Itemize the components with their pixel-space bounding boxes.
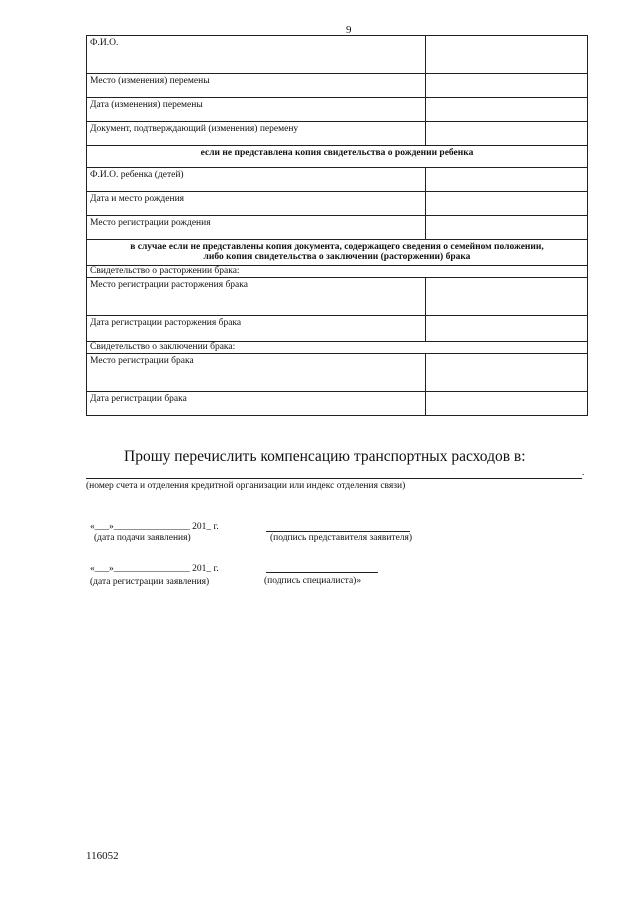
- signature-line-representative[interactable]: [266, 531, 410, 532]
- section-birth-certificate-text: [87, 146, 588, 168]
- marriage-certificate-title-label: Свидетельство о заключении брака:: [87, 342, 588, 354]
- signature-caption-specialist: (подпись специалиста)»: [264, 576, 362, 586]
- row-value-field[interactable]: [426, 354, 588, 392]
- section-marital-status-text: [87, 240, 588, 266]
- row-value-field[interactable]: [426, 278, 588, 316]
- row-label: Ф.И.О. ребенка (детей): [87, 168, 426, 192]
- section-marital-status: [87, 240, 588, 266]
- signature-caption-representative: (подпись представителя заявителя): [270, 533, 413, 543]
- row-label: Документ, подтверждающий (изменения) перемену: [87, 122, 426, 146]
- date-line-application[interactable]: «___»________________ 201_ г.: [90, 522, 219, 532]
- marriage-certificate-title: [87, 342, 588, 354]
- row-value-field[interactable]: [426, 192, 588, 216]
- row-value-field[interactable]: [426, 392, 588, 416]
- table-row: [87, 36, 588, 74]
- section-line: либо копия свидетельства о заключении (расторжении) брака: [203, 252, 471, 262]
- table-row: [87, 122, 588, 146]
- signature-line-specialist[interactable]: [266, 572, 378, 573]
- table-row: [87, 192, 588, 216]
- row-value-field[interactable]: [426, 316, 588, 342]
- row-label: Дата (изменения) перемены: [87, 98, 426, 122]
- table-row: [87, 168, 588, 192]
- row-value-field[interactable]: [426, 36, 588, 74]
- row-value-field[interactable]: [426, 168, 588, 192]
- table-row: [87, 278, 588, 316]
- row-value-field[interactable]: [426, 98, 588, 122]
- divorce-certificate-title: [87, 266, 588, 278]
- row-value-field[interactable]: [426, 216, 588, 240]
- row-label: Место регистрации расторжения брака: [87, 278, 426, 316]
- request-text: Прошу перечислить компенсацию транспортных расходов в:: [124, 448, 526, 465]
- section-line: если не представлена копия свидетельства о рождении ребенка: [200, 148, 474, 158]
- table-row: [87, 74, 588, 98]
- table-row: [87, 216, 588, 240]
- account-line[interactable]: [86, 478, 582, 479]
- table-row: [87, 316, 588, 342]
- row-label: Дата и место рождения: [87, 192, 426, 216]
- table-row: [87, 354, 588, 392]
- section-birth-certificate: [87, 146, 588, 168]
- info-table: [86, 35, 588, 416]
- row-label: Место регистрации брака: [87, 354, 426, 392]
- account-caption: (номер счета и отделения кредитной организации или индекс отделения связи): [86, 481, 406, 491]
- table-row: [87, 392, 588, 416]
- date-caption-application: (дата подачи заявления): [94, 533, 191, 543]
- row-label: Ф.И.О.: [87, 36, 426, 74]
- document-code: 116052: [86, 850, 119, 862]
- date-caption-registration: (дата регистрации заявления): [90, 577, 210, 587]
- row-value-field[interactable]: [426, 122, 588, 146]
- row-value-field[interactable]: [426, 74, 588, 98]
- row-label: Место (изменения) перемены: [87, 74, 426, 98]
- row-label: Дата регистрации расторжения брака: [87, 316, 426, 342]
- row-label: Дата регистрации брака: [87, 392, 426, 416]
- section-line: в случае если не представлены копия документа, содержащего сведения о семейном положении,: [130, 242, 544, 252]
- divorce-certificate-title-label: Свидетельство о расторжении брака:: [87, 266, 588, 278]
- date-line-registration[interactable]: «___»________________ 201_ г.: [90, 564, 219, 574]
- row-label: Место регистрации рождения: [87, 216, 426, 240]
- table-row: [87, 98, 588, 122]
- page-number: 9: [346, 24, 352, 36]
